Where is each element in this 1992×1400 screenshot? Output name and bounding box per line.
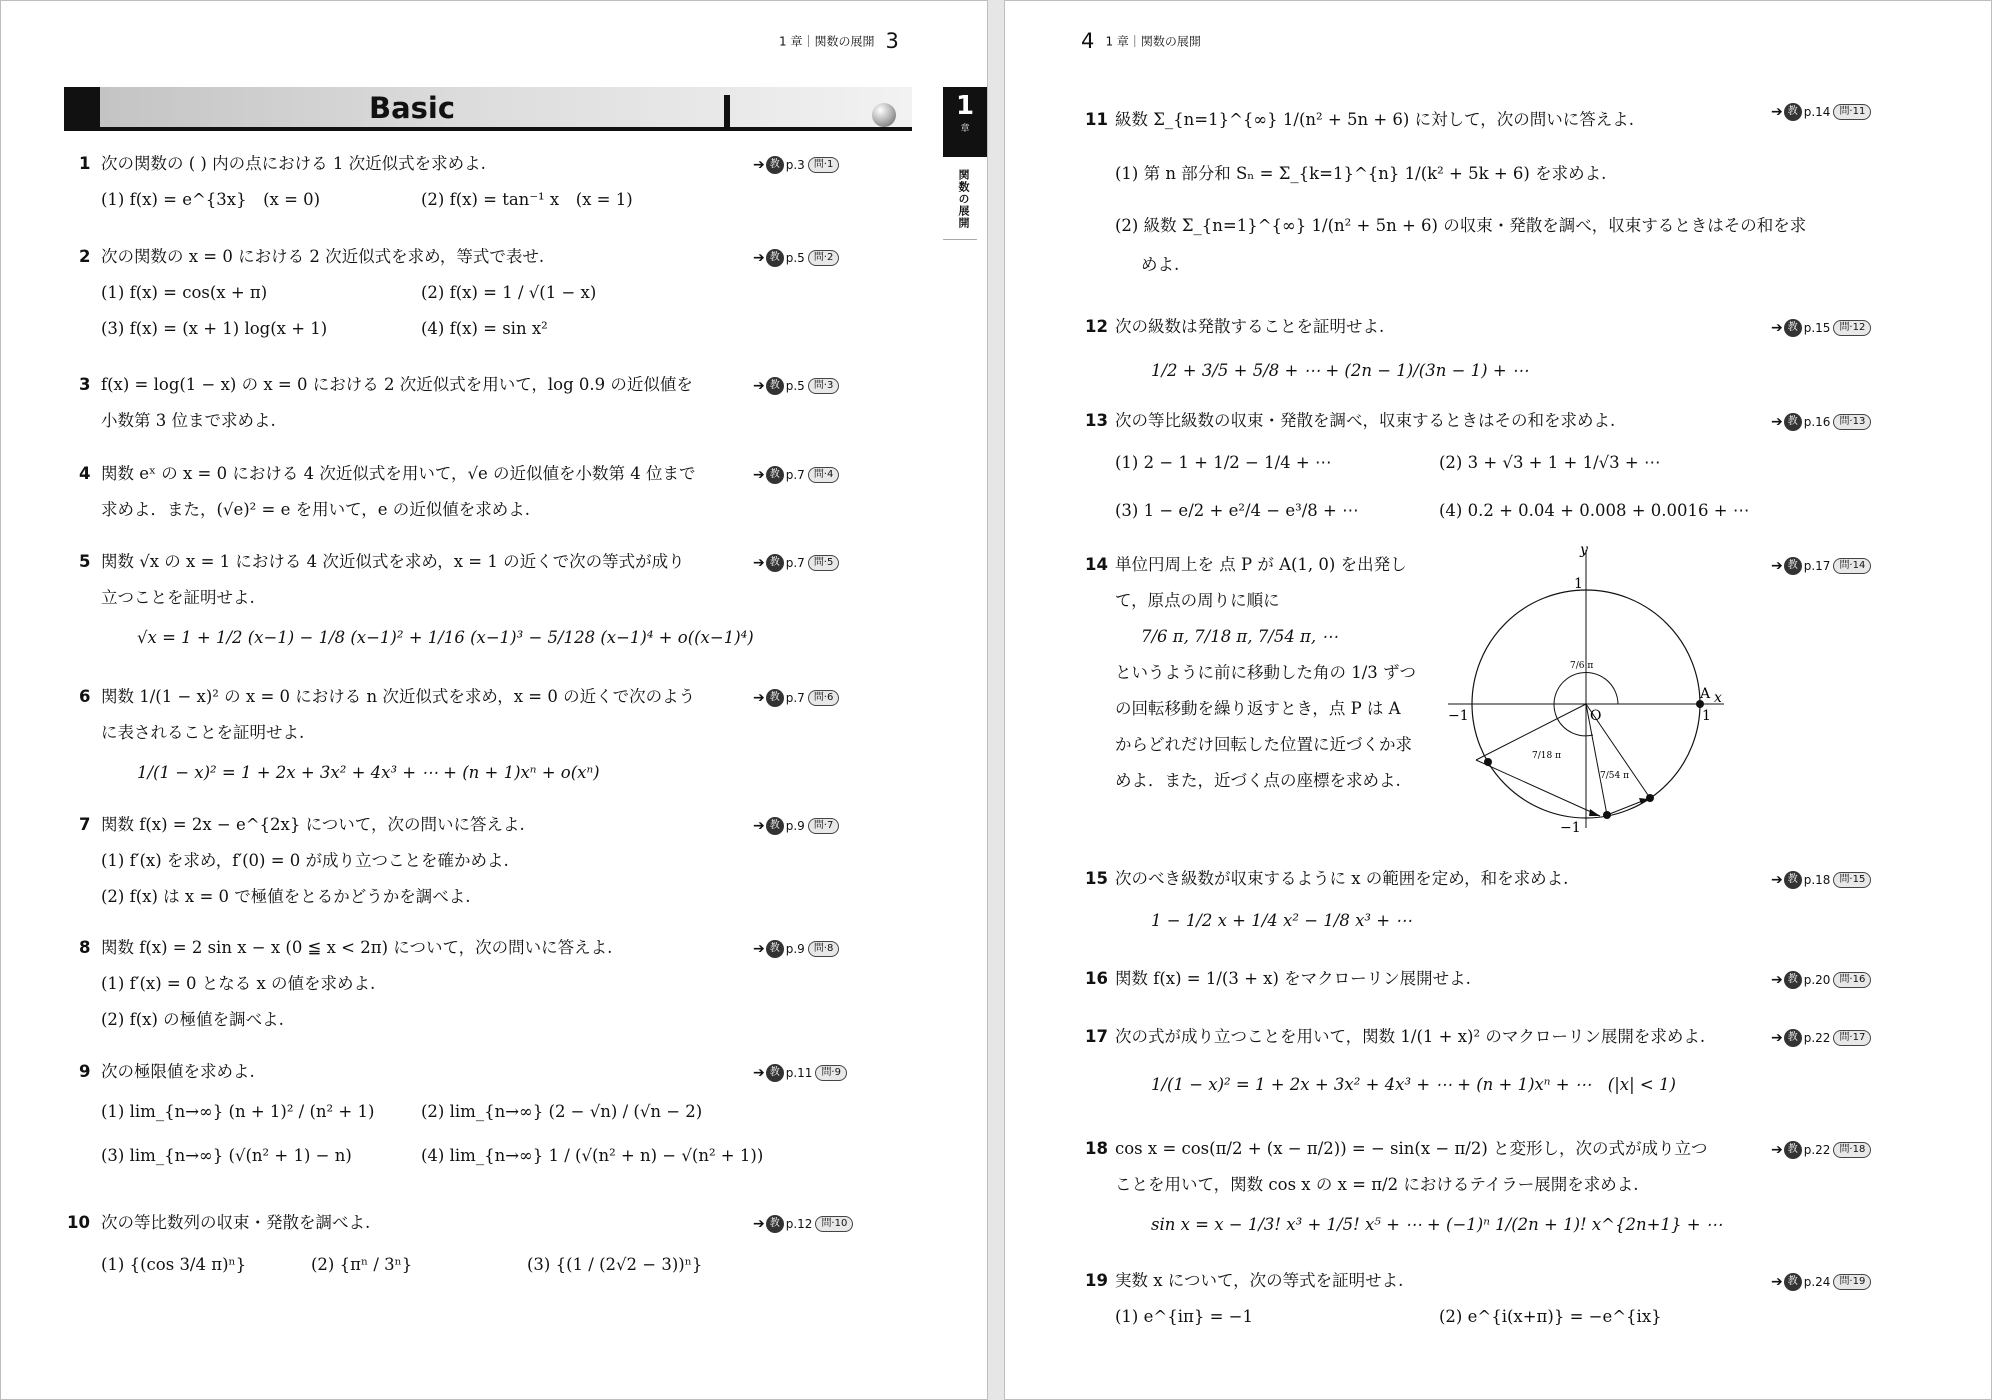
problem-number: 1 — [79, 154, 91, 173]
reference-tag: 問·3 — [808, 378, 840, 394]
problem-9 — [79, 1054, 764, 1178]
sub-question: (2) f(x) = tan⁻¹ x (x = 1) — [421, 190, 633, 209]
problem-number: 11 — [1085, 110, 1108, 129]
problem-number: 10 — [67, 1213, 90, 1232]
running-head-left — [779, 29, 905, 53]
sub-question: (1) {(cos 3/4 π)ⁿ} — [101, 1255, 247, 1274]
problem-stem: 単位円周上を 点 P が A(1, 0) を出発し — [1115, 555, 1407, 574]
problem-stem-continued: めよ．また，近づく点の座標を求めよ. — [1115, 771, 1401, 790]
problem-14 — [1085, 547, 1416, 799]
reference-tag: 問·1 — [808, 157, 840, 173]
problem-stem: 関数 1/(1 − x)² の x = 0 における n 次近似式を求め，x = 0 の近くで次のよう — [101, 687, 696, 706]
problem-18 — [1085, 1131, 1722, 1243]
problem-stem-continued: 求めよ．また，(√e)² = e を用いて，e の近似値を求めよ. — [101, 500, 531, 519]
textbook-reference — [753, 940, 839, 958]
textbook-badge-icon: 教 — [766, 1215, 784, 1233]
sub-question: (1) f(x) = cos(x + π) — [101, 283, 268, 302]
figure-labels — [1448, 542, 1722, 836]
left-page — [0, 0, 988, 1400]
arrow-right-icon: ➔ — [1771, 104, 1783, 120]
problem-number: 13 — [1085, 411, 1108, 430]
problem-16 — [1085, 961, 1471, 997]
textbook-reference — [1771, 1141, 1871, 1159]
sub-question: (3) 1 − e/2 + e²/4 − e³/8 + ⋯ — [1115, 501, 1359, 520]
problem-number: 18 — [1085, 1139, 1108, 1158]
reference-page: p.5 — [785, 251, 805, 265]
textbook-reference — [753, 156, 839, 174]
textbook-badge-icon: 教 — [1784, 1273, 1802, 1291]
arrow-right-icon: ➔ — [753, 941, 765, 957]
problem-19 — [1085, 1263, 1662, 1335]
arrow-right-icon: ➔ — [1771, 872, 1783, 888]
textbook-reference — [1771, 1273, 1871, 1291]
reference-page: p.17 — [1803, 559, 1831, 573]
sub-question: (3) {(1 / (2√2 − 3))ⁿ} — [527, 1255, 703, 1274]
reference-tag: 問·16 — [1833, 972, 1871, 988]
angle-arc-2 — [1557, 718, 1593, 736]
reference-tag: 問·18 — [1833, 1142, 1871, 1158]
textbook-reference — [753, 554, 839, 572]
problem-number: 2 — [79, 247, 91, 266]
textbook-badge-icon: 教 — [766, 554, 784, 572]
angle-label-3: 7/54 π — [1600, 771, 1629, 781]
problem-stem-continued: 小数第 3 位まで求めよ. — [101, 411, 276, 430]
arrow-right-icon: ➔ — [1771, 320, 1783, 336]
reference-tag: 問·10 — [815, 1216, 853, 1232]
reference-page: p.14 — [1803, 105, 1831, 119]
problem-number: 5 — [79, 552, 91, 571]
display-equation: sin x = x − 1/3! x³ + 1/5! x⁵ + ⋯ + (−1)ⁿ 1/(2n + 1)! x^{2n+1} + ⋯ — [1151, 1215, 1723, 1234]
arrow-right-icon: ➔ — [753, 1065, 765, 1081]
textbook-reference — [753, 1215, 853, 1233]
problem-stem-continued: というように前に移動した角の 1/3 ずつ — [1115, 663, 1417, 682]
figure-axes — [1448, 550, 1724, 828]
textbook-reference — [1771, 557, 1871, 575]
arrow-right-icon: ➔ — [753, 555, 765, 571]
textbook-reference — [753, 1064, 847, 1082]
problem-3 — [79, 367, 693, 439]
problem-1 — [79, 146, 633, 218]
reference-page: p.12 — [785, 1217, 813, 1231]
arrow-right-icon: ➔ — [1771, 1030, 1783, 1046]
chapter-tab-suffix: 章 — [960, 124, 970, 134]
textbook-badge-icon: 教 — [1784, 103, 1802, 121]
sub-question: (2) {πⁿ / 3ⁿ} — [311, 1255, 413, 1274]
problem-number: 4 — [79, 464, 91, 483]
arrow-right-icon: ➔ — [753, 378, 765, 394]
textbook-badge-icon: 教 — [766, 466, 784, 484]
sub-question: (2) f(x) の極値を調べよ. — [101, 1010, 284, 1029]
arrow-right-icon: ➔ — [1771, 1142, 1783, 1158]
arrow-right-icon: ➔ — [753, 690, 765, 706]
problem-stem: 次の式が成り立つことを用いて，関数 1/(1 + x)² のマクローリン展開を求めよ. — [1115, 1027, 1706, 1046]
reference-page: p.9 — [785, 942, 805, 956]
angle-label-1: 7/6 π — [1570, 661, 1594, 671]
angle-labels — [1532, 661, 1629, 781]
arrow-right-icon: ➔ — [1771, 1274, 1783, 1290]
problem-stem: 関数 f(x) = 1/(3 + x) をマクローリン展開せよ. — [1115, 969, 1471, 988]
display-equation: 1 − 1/2 x + 1/4 x² − 1/8 x³ + ⋯ — [1151, 911, 1412, 930]
reference-page: p.11 — [785, 1066, 813, 1080]
sub-question: (1) f(x) = e^{3x} (x = 0) — [101, 190, 321, 209]
problem-number: 12 — [1085, 317, 1108, 336]
running-head-chapter: 1 章｜関数の展開 — [1105, 34, 1201, 49]
problem-number: 6 — [79, 687, 91, 706]
problem-number: 3 — [79, 375, 91, 394]
problem-4 — [79, 456, 696, 528]
reference-page: p.7 — [785, 468, 805, 482]
problem-number: 9 — [79, 1062, 91, 1081]
problem-7 — [79, 807, 525, 915]
textbook-badge-icon: 教 — [766, 940, 784, 958]
problem-8 — [79, 930, 612, 1038]
sub-question: (1) f′(x) を求め，f′(0) = 0 が成り立つことを確かめよ. — [101, 851, 509, 870]
problem-stem: 関数 eˣ の x = 0 における 4 次近似式を用いて，√e の近似値を小数第 4 位まで — [101, 464, 696, 483]
sub-question: (2) f(x) は x = 0 で極値をとるかどうかを調べよ. — [101, 887, 471, 906]
chapter-tab-title: 関数の展開 — [957, 169, 970, 229]
textbook-reference — [753, 249, 839, 267]
sub-question: (1) lim_{n→∞} (n + 1)² / (n² + 1) — [101, 1102, 375, 1121]
textbook-badge-icon: 教 — [766, 377, 784, 395]
problem-stem: cos x = cos(π/2 + (x − π/2)) = − sin(x − π/2) と変形し，次の式が成り立つ — [1115, 1139, 1708, 1158]
x-axis-label: x — [1714, 690, 1722, 706]
textbook-reference — [753, 466, 839, 484]
problem-10 — [67, 1205, 703, 1283]
reference-tag: 問·7 — [808, 818, 840, 834]
problem-number: 14 — [1085, 555, 1108, 574]
running-head-chapter: 1 章｜関数の展開 — [779, 34, 875, 49]
tick-x-neg-one: −1 — [1448, 708, 1469, 724]
problem-number: 8 — [79, 938, 91, 957]
textbook-badge-icon: 教 — [1784, 1141, 1802, 1159]
reference-tag: 問·6 — [808, 690, 840, 706]
problem-stem: 次の極限値を求めよ. — [101, 1062, 255, 1081]
textbook-reference — [1771, 413, 1871, 431]
banner-underline — [64, 127, 912, 131]
problem-stem: 次の関数の x = 0 における 2 次近似式を求め，等式で表せ. — [101, 247, 545, 266]
textbook-reference — [1771, 103, 1871, 121]
textbook-badge-icon: 教 — [1784, 319, 1802, 337]
reference-page: p.7 — [785, 556, 805, 570]
problem-5 — [79, 544, 754, 656]
page-number: 4 — [1081, 29, 1095, 53]
point-p2 — [1603, 811, 1611, 819]
reference-tag: 問·19 — [1833, 1274, 1871, 1290]
banner-tick — [724, 95, 730, 131]
textbook-badge-icon: 教 — [1784, 557, 1802, 575]
arrow-right-icon: ➔ — [753, 250, 765, 266]
display-equation: 1/(1 − x)² = 1 + 2x + 3x² + 4x³ + ⋯ + (n + 1)xⁿ + ⋯ (|x| < 1) — [1151, 1075, 1676, 1094]
problem-stem: f(x) = log(1 − x) の x = 0 における 2 次近似式を用いて，log 0.9 の近似値を — [101, 375, 693, 394]
banner-gradient — [100, 87, 912, 127]
reference-tag: 問·14 — [1833, 558, 1871, 574]
reference-tag: 問·5 — [808, 555, 840, 571]
problem-stem: 次の級数は発散することを証明せよ. — [1115, 317, 1385, 336]
arrow-right-icon: ➔ — [753, 1216, 765, 1232]
sub-question: (1) f′(x) = 0 となる x の値を求めよ. — [101, 974, 376, 993]
reference-page: p.16 — [1803, 415, 1831, 429]
angle-sequence: 7/6 π, 7/18 π, 7/54 π, ⋯ — [1141, 627, 1338, 646]
display-equation: √x = 1 + 1/2 (x−1) − 1/8 (x−1)² + 1/16 (x−1)³ − 5/128 (x−1)⁴ + o((x−1)⁴) — [137, 628, 754, 647]
problem-17 — [1085, 1019, 1705, 1103]
reference-tag: 問·13 — [1833, 414, 1871, 430]
arrow-right-icon: ➔ — [753, 157, 765, 173]
sub-question: (2) 3 + √3 + 1 + 1/√3 + ⋯ — [1439, 453, 1661, 472]
display-equation: 1/2 + 3/5 + 5/8 + ⋯ + (2n − 1)/(3n − 1) + ⋯ — [1151, 361, 1529, 380]
textbook-reference — [1771, 319, 1871, 337]
problem-stem: 関数 f(x) = 2x − e^{2x} について，次の問いに答えよ. — [101, 815, 525, 834]
problem-2 — [79, 239, 597, 347]
reference-tag: 問·8 — [808, 941, 840, 957]
textbook-reference — [1771, 971, 1871, 989]
textbook-reference — [753, 689, 839, 707]
point-a-label: A — [1700, 686, 1711, 702]
problem-number: 7 — [79, 815, 91, 834]
sub-question-continued: めよ. — [1141, 255, 1180, 274]
banner-black-block — [64, 87, 100, 131]
display-equation: 1/(1 − x)² = 1 + 2x + 3x² + 4x³ + ⋯ + (n + 1)xⁿ + o(xⁿ) — [137, 763, 600, 782]
chapter-tab-rule — [943, 239, 977, 240]
reference-page: p.5 — [785, 379, 805, 393]
problem-12 — [1085, 309, 1528, 389]
origin-label: O — [1590, 708, 1602, 724]
arrow-right-icon: ➔ — [753, 467, 765, 483]
tick-x-one: 1 — [1702, 708, 1711, 724]
problem-stem: 次のべき級数が収束するように x の範囲を定め，和を求めよ. — [1115, 869, 1569, 888]
sub-question: (2) e^{i(x+π)} = −e^{ix} — [1439, 1307, 1662, 1326]
problem-stem-continued: の回転移動を繰り返すとき，点 P は A — [1115, 699, 1401, 718]
reference-page: p.9 — [785, 819, 805, 833]
textbook-badge-icon: 教 — [1784, 413, 1802, 431]
problem-6 — [79, 679, 695, 791]
reference-page: p.7 — [785, 691, 805, 705]
reference-page: p.18 — [1803, 873, 1831, 887]
sub-question: (3) f(x) = (x + 1) log(x + 1) — [101, 319, 328, 338]
reference-tag: 問·12 — [1833, 320, 1871, 336]
textbook-reference — [1771, 1029, 1871, 1047]
reference-page: p.22 — [1803, 1031, 1831, 1045]
section-title: Basic — [369, 91, 456, 125]
problem-15 — [1085, 861, 1568, 939]
textbook-badge-icon: 教 — [766, 249, 784, 267]
reference-tag: 問·11 — [1833, 104, 1871, 120]
problem-stem: 級数 Σ_{n=1}^{∞} 1/(n² + 5n + 6) に対して，次の問いに答えよ. — [1115, 110, 1635, 129]
chapter-tab-number: 1 — [955, 91, 975, 121]
problem-stem-continued: 立つことを証明せよ. — [101, 588, 255, 607]
textbook-reference — [1771, 871, 1871, 889]
textbook-reference — [753, 817, 839, 835]
problem-number: 16 — [1085, 969, 1108, 988]
sub-question: (1) e^{iπ} = −1 — [1115, 1307, 1253, 1326]
textbook-badge-icon: 教 — [766, 689, 784, 707]
textbook-badge-icon: 教 — [766, 817, 784, 835]
reference-page: p.20 — [1803, 973, 1831, 987]
problem-stem-continued: からどれだけ回転した位置に近づくか求 — [1115, 735, 1412, 754]
unit-circle-figure — [1440, 540, 1730, 840]
textbook-badge-icon: 教 — [1784, 871, 1802, 889]
sub-question: (3) lim_{n→∞} (√(n² + 1) − n) — [101, 1146, 352, 1165]
arrow-right-icon: ➔ — [1771, 972, 1783, 988]
tick-y-neg-one: −1 — [1560, 820, 1581, 836]
problem-number: 17 — [1085, 1027, 1108, 1046]
basic-section-banner — [64, 87, 912, 131]
sub-question: (1) 2 − 1 + 1/2 − 1/4 + ⋯ — [1115, 453, 1332, 472]
problem-stem: 次の等比級数の収束・発散を調べ，収束するときはその和を求めよ. — [1115, 411, 1616, 430]
arrow-head-1 — [1589, 809, 1600, 816]
tick-y-one: 1 — [1574, 576, 1583, 592]
textbook-badge-icon: 教 — [1784, 971, 1802, 989]
angle-label-2: 7/18 π — [1532, 751, 1561, 761]
problem-stem-continued: ことを用いて，関数 cos x の x = π/2 におけるテイラー展開を求めよ. — [1115, 1175, 1639, 1194]
point-p1 — [1484, 758, 1492, 766]
sub-question: (1) 第 n 部分和 Sₙ = Σ_{k=1}^{n} 1/(k² + 5k + 6) を求めよ. — [1115, 164, 1607, 183]
textbook-badge-icon: 教 — [766, 156, 784, 174]
sub-question: (2) f(x) = 1 / √(1 − x) — [421, 283, 597, 302]
arrow-right-icon: ➔ — [1771, 558, 1783, 574]
arrow-right-icon: ➔ — [753, 818, 765, 834]
reference-tag: 問·9 — [815, 1065, 847, 1081]
reference-tag: 問·4 — [808, 467, 840, 483]
reference-page: p.22 — [1803, 1143, 1831, 1157]
problem-11 — [1085, 93, 1806, 279]
arrow-right-icon: ➔ — [1771, 414, 1783, 430]
point-p3 — [1646, 794, 1654, 802]
y-axis-label: y — [1580, 542, 1588, 558]
reference-tag: 問·2 — [808, 250, 840, 266]
reference-page: p.15 — [1803, 321, 1831, 335]
problem-stem-continued: に表されることを証明せよ. — [101, 723, 305, 742]
problem-stem: 次の等比数列の収束・発散を調べよ. — [101, 1213, 371, 1232]
sub-question: (4) 0.2 + 0.04 + 0.008 + 0.0016 + ⋯ — [1439, 501, 1750, 520]
sub-question: (4) f(x) = sin x² — [421, 319, 548, 338]
sub-question: (2) lim_{n→∞} (2 − √n) / (√n − 2) — [421, 1102, 703, 1121]
reference-tag: 問·15 — [1833, 872, 1871, 888]
running-head-right — [1081, 29, 1201, 53]
problem-number: 19 — [1085, 1271, 1108, 1290]
sub-question: (2) 級数 Σ_{n=1}^{∞} 1/(n² + 5n + 6) の収束・発散を調べ，収束するときはその和を求 — [1115, 216, 1807, 235]
textbook-badge-icon: 教 — [1784, 1029, 1802, 1047]
problem-13 — [1085, 403, 1750, 535]
problem-stem-continued: て，原点の周りに順に — [1115, 591, 1280, 610]
page-number: 3 — [885, 29, 899, 53]
reference-tag: 問·17 — [1833, 1030, 1871, 1046]
reference-page: p.3 — [785, 158, 805, 172]
problem-stem: 次の関数の ( ) 内の点における 1 次近似式を求めよ. — [101, 154, 486, 173]
problem-number: 15 — [1085, 869, 1108, 888]
chapter-tab — [943, 87, 987, 157]
sub-question: (4) lim_{n→∞} 1 / (√(n² + n) − √(n² + 1)) — [421, 1146, 764, 1165]
reference-page: p.24 — [1803, 1275, 1831, 1289]
textbook-reference — [753, 377, 839, 395]
problem-stem: 関数 √x の x = 1 における 4 次近似式を求め，x = 1 の近くで次の等式が成り — [101, 552, 685, 571]
textbook-badge-icon: 教 — [766, 1064, 784, 1082]
problem-stem: 実数 x について，次の等式を証明せよ. — [1115, 1271, 1404, 1290]
problem-stem: 関数 f(x) = 2 sin x − x (0 ≦ x < 2π) について，次の問いに答えよ. — [101, 938, 613, 957]
sphere-icon — [872, 103, 896, 127]
